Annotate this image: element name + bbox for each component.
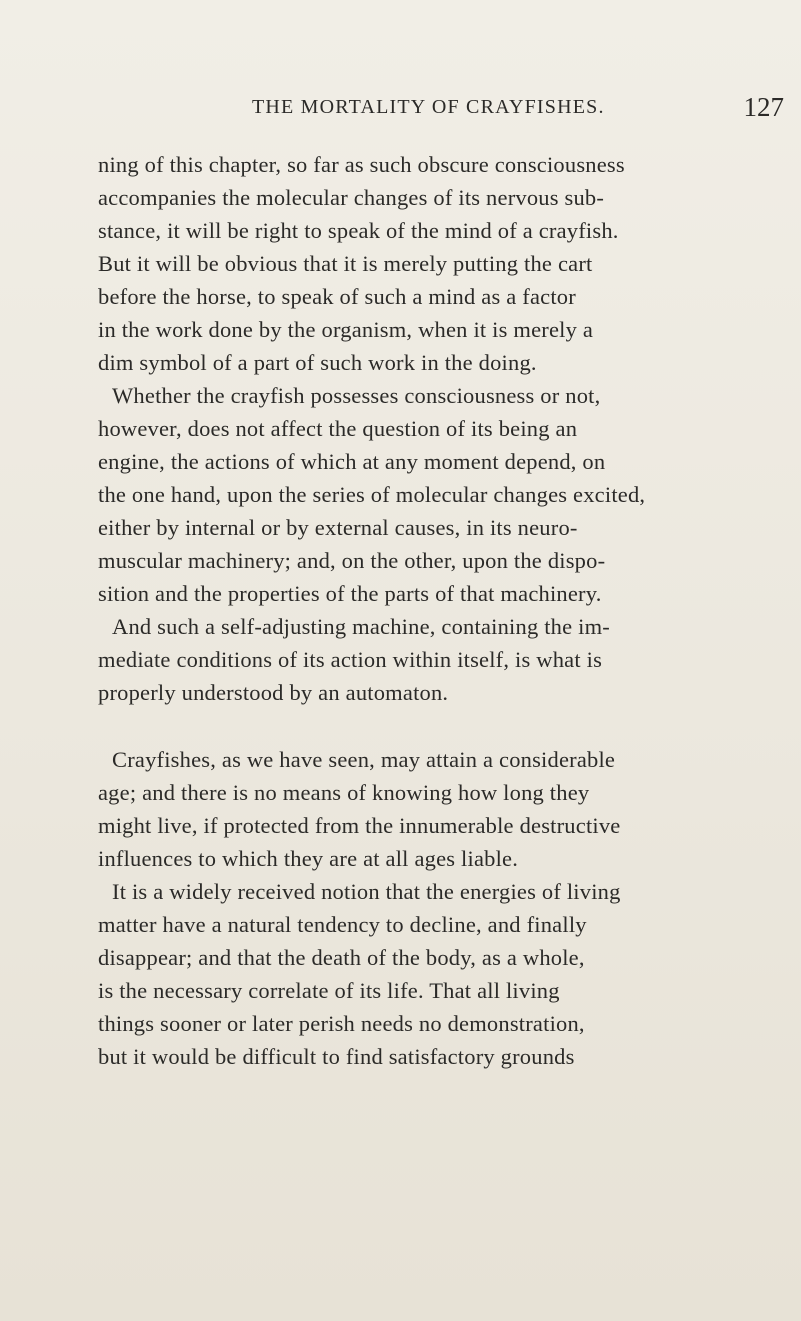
text-line: Crayfishes, as we have seen, may attain a considerable bbox=[112, 747, 616, 772]
text-line: stance, it will be right to speak of the mind of a crayfish. bbox=[98, 218, 619, 243]
text-line: before the horse, to speak of such a mind as a factor bbox=[98, 284, 576, 309]
text-line: either by internal or by external causes, in its neuro- bbox=[98, 515, 578, 540]
text-line: And such a self-adjusting machine, containing the im- bbox=[112, 614, 610, 639]
text-line: engine, the actions of which at any moment depend, on bbox=[98, 449, 606, 474]
text-line: muscular machinery; and, on the other, upon the dispo- bbox=[98, 548, 606, 573]
text-line: age; and there is no means of knowing how long they bbox=[98, 780, 590, 805]
text-line: is the necessary correlate of its life. That all living bbox=[98, 978, 560, 1003]
page-number: 127 bbox=[743, 92, 784, 122]
text-line: however, does not affect the question of its being an bbox=[98, 416, 578, 441]
text-line: It is a widely received notion that the energies of living bbox=[112, 879, 621, 904]
text-line: dim symbol of a part of such work in the doing. bbox=[98, 350, 537, 375]
text-line: accompanies the molecular changes of its nervous sub- bbox=[98, 185, 605, 210]
running-head: THE MORTALITY OF CRAYFISHES. bbox=[252, 96, 605, 118]
text-line: influences to which they are at all ages liable. bbox=[98, 846, 519, 871]
text-line: matter have a natural tendency to decline, and finally bbox=[98, 912, 587, 937]
text-line: in the work done by the organism, when it is merely a bbox=[98, 317, 594, 342]
page-header bbox=[96, 92, 786, 136]
text-line: sition and the properties of the parts of that machinery. bbox=[98, 581, 602, 606]
text-line: But it will be obvious that it is merely putting the cart bbox=[98, 251, 593, 276]
text-line: disappear; and that the death of the body, as a whole, bbox=[98, 945, 585, 970]
text-line: might live, if protected from the innumerable destructive bbox=[98, 813, 621, 838]
text-line: ning of this chapter, so far as such obscure consciousness bbox=[98, 152, 625, 177]
text-line: mediate conditions of its action within itself, is what is bbox=[98, 647, 603, 672]
text-line: the one hand, upon the series of molecular changes excited, bbox=[98, 482, 646, 507]
text-line: properly understood by an automaton. bbox=[98, 680, 449, 705]
text-line: Whether the crayfish possesses consciousness or not, bbox=[112, 383, 601, 408]
text-line: but it would be difficult to find satisfactory grounds bbox=[98, 1044, 575, 1069]
text-line: things sooner or later perish needs no demonstration, bbox=[98, 1011, 585, 1036]
